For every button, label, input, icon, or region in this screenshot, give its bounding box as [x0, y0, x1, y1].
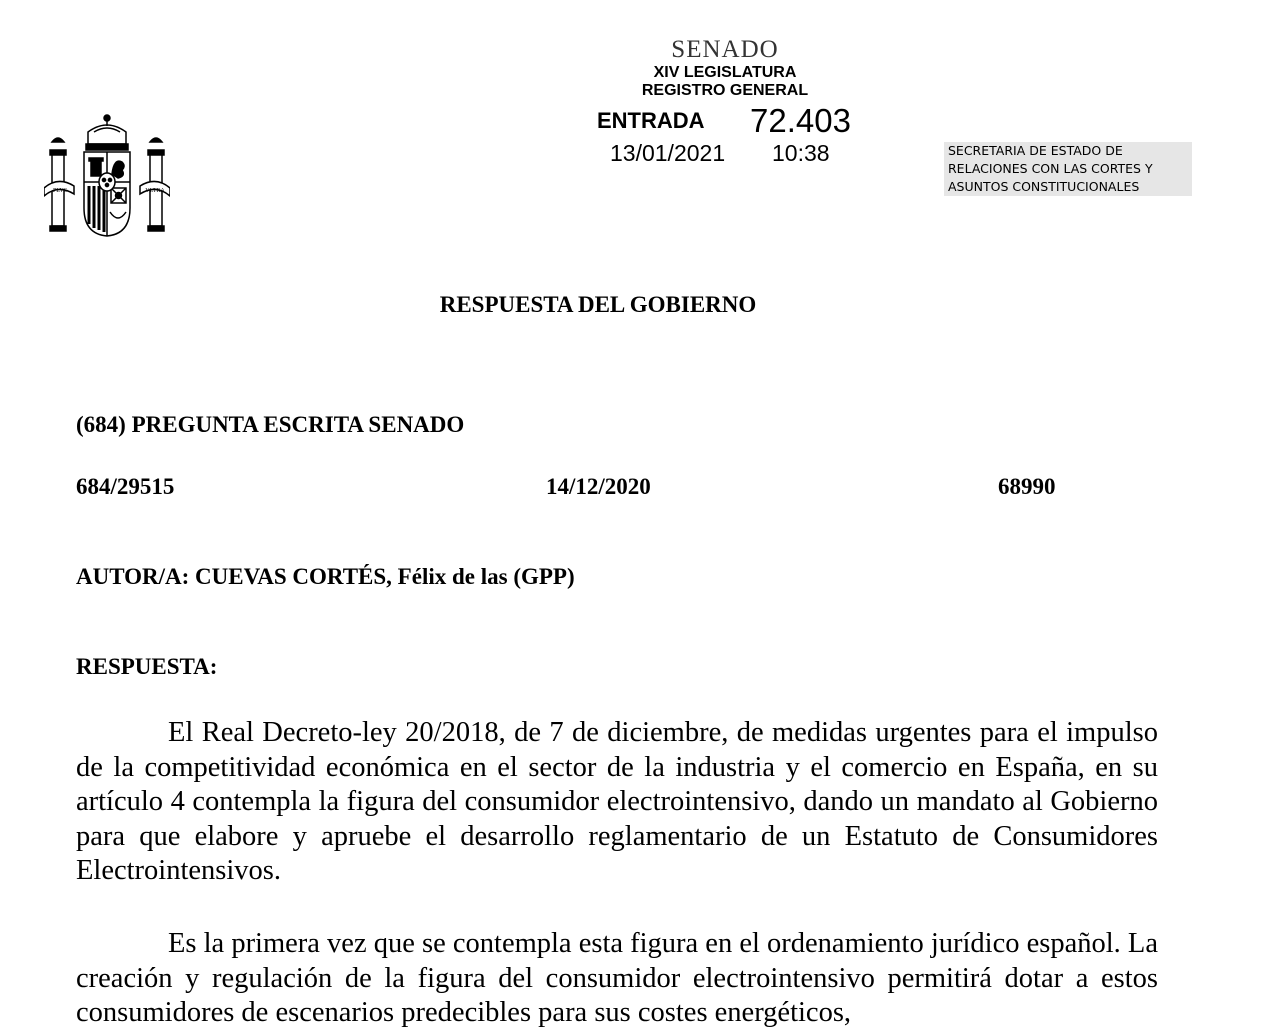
left-motto: PLVS [52, 188, 68, 194]
answer-paragraph: El Real Decreto-ley 20/2018, de 7 de diciembre, de medidas urgentes para el impulso de la competitividad económica en el sector de la industria y el comercio en España, en su artículo 4 contempla la figura del consumidor electrointensivo, dando un mandato al Gobierno para que elabore y apruebe el desarrollo reglamentario de un Estatuto de Consumidores Electrointensivos. [76, 717, 1158, 886]
answer-label: RESPUESTA: [76, 654, 218, 679]
secretaria-box [944, 142, 1192, 196]
stamp-date: 13/01/2021 [610, 140, 726, 166]
stamp-registry: REGISTRO GENERAL [641, 82, 809, 99]
secretaria-line: RELACIONES CON LAS CORTES Y [948, 161, 1153, 176]
stamp-time: 10:38 [772, 140, 830, 166]
question-date: 14/12/2020 [546, 474, 651, 499]
register-number: 68990 [998, 474, 1056, 499]
answer-paragraph: Es la primera vez que se contempla esta figura en el ordenamiento jurídico español. La creación y regulación de la figura del consumidor electrointensivo permitirá dotar a estos consumidores de escenarios predecibles para sus costes energéticos, [76, 928, 1158, 1028]
coat-of-arms-logo [44, 112, 170, 240]
right-motto: VLTRA [145, 188, 165, 194]
document-title: RESPUESTA DEL GOBIERNO [439, 292, 757, 317]
stamp-institution: SENADO [671, 36, 779, 63]
secretaria-line: SECRETARIA DE ESTADO DE [948, 143, 1123, 158]
question-reference: 684/29515 [76, 474, 175, 499]
question-header: (684) PREGUNTA ESCRITA SENADO [76, 412, 465, 437]
secretaria-line: ASUNTOS CONSTITUCIONALES [948, 179, 1140, 194]
author-line: AUTOR/A: CUEVAS CORTÉS, Félix de las (GPP) [76, 564, 575, 589]
stamp-entry-number: 72.403 [750, 102, 851, 139]
stamp-entry-label: ENTRADA [597, 108, 705, 133]
stamp-legislature: XIV LEGISLATURA [653, 64, 797, 81]
